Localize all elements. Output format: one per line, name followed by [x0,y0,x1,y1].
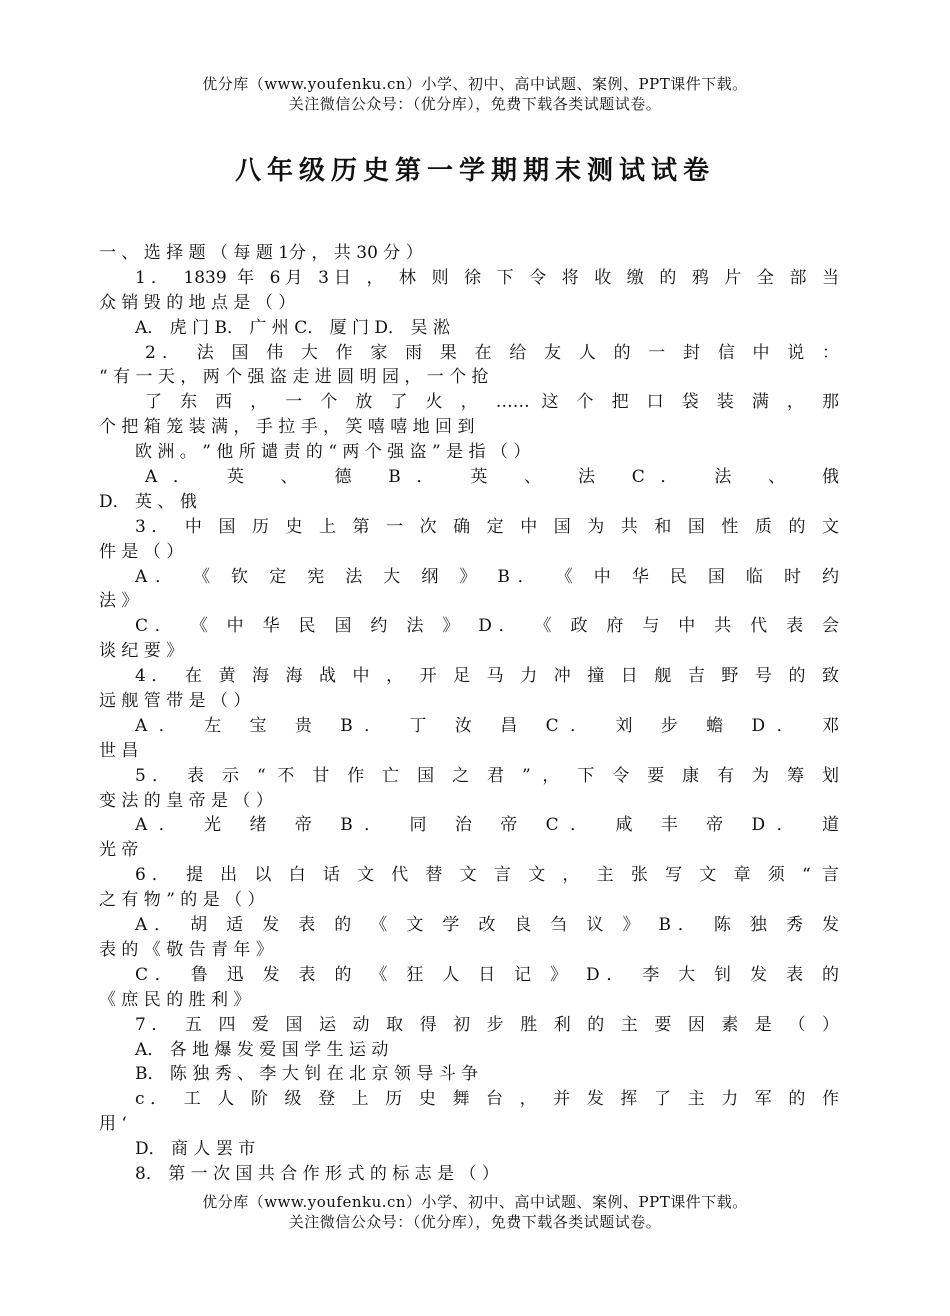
footer-line-2: 关注微信公众号：（优分库），免费下载各类试题试卷。 [288,1213,662,1231]
text-line: 2． 法 国 伟 大 作 家 雨 果 在 给 友 人 的 一 封 信 中 说 ： [145,342,839,363]
text-line: A． 虎 门 B． 广 州 C． 厦 门 D． 吴 淞 [135,317,450,338]
text-line: 3． 中 国 历 史 上 第 一 次 确 定 中 国 为 共 和 国 性 质 的 文 [135,516,839,537]
text-line: 8． 第 一 次 国 共 合 作 形 式 的 标 志 是 （ ） [135,1163,499,1184]
text-line: 一 、 选 择 题 （ 每 题 1分 ， 共 30 分 ） [99,243,423,263]
text-line: 件 是 （ ） [99,541,184,562]
text-line: A． 英 、 德 B． 英 、 法 C． 法 、 俄 [145,467,839,488]
text-line: c． 工 人 阶 级 登 上 历 史 舞 台 ， 并 发 挥 了 主 力 军 的 作 [135,1089,839,1110]
text-line: A． 光 绪 帝 B． 同 治 帝 C． 咸 丰 帝 D． 道 [135,815,839,836]
page-header [0,74,950,114]
text-line: A． 《 钦 定 宪 法 大 纲 》 B． 《 中 华 民 国 临 时 约 [135,566,839,587]
text-line: 之 有 物 ” 的 是 （ ） [99,890,265,911]
text-line: D． 英 、 俄 [99,491,197,512]
text-line: 4． 在 黄 海 海 战 中 ， 开 足 马 力 冲 撞 日 舰 吉 野 号 的 致 [135,666,839,687]
text-line: 6． 提 出 以 白 话 文 代 替 文 言 文 ， 主 张 写 文 章 须 “ 言 [135,865,839,886]
page-footer [0,1192,950,1232]
text-line: 远 舰 管 带 是 （ ） [99,691,251,712]
text-line: 光 帝 [99,840,139,861]
text-line: 世 昌 [99,740,139,761]
header-line-2: 关注微信公众号：（优分库），免费下载各类试题试卷。 [288,95,662,113]
text-line: 法 》 [99,591,139,612]
document-title: 八年级历史第一学期期末测试试卷 [234,156,715,186]
text-line: “ 有 一 天 ， 两 个 强 盗 走 进 圆 明 园 ， 一 个 抢 [99,367,489,388]
text-line: 《 庶 民 的 胜 利 》 [99,989,251,1010]
text-line: 变 法 的 皇 帝 是 （ ） [99,790,273,811]
text-line: A． 左 宝 贵 B． 丁 汝 昌 C． 刘 步 蟾 D． 邓 [135,715,839,736]
text-line: 众 销 毁 的 地 点 是 （ ） [99,292,296,313]
footer-line-1: 优分库（www.youfenku.cn）小学、初中、高中试题、案例、PPT课件下载。 [202,1193,748,1211]
text-line: 7． 五 四 爱 国 运 动 取 得 初 步 胜 利 的 主 要 因 素 是 （ ） [135,1014,839,1035]
text-line: 欧 洲 。 ” 他 所 谴 责 的 “ 两 个 强 盗 ” 是 指 （ ） [135,442,531,463]
text-line: A． 各 地 爆 发 爱 国 学 生 运 动 [135,1039,389,1060]
text-line: 谈 纪 要 》 [99,641,184,662]
text-line: B． 陈 独 秀 、 李 大 钊 在 北 京 领 导 斗 争 [135,1064,479,1085]
exam-content [99,241,839,1187]
text-line: 表 的 《 敬 告 青 年 》 [99,939,273,960]
text-line: 1． 1839 年 6月 3日 ， 林 则 徐 下 令 将 收 缴 的 鸦 片 全 部 当 [135,267,839,288]
text-line: 个 把 箱 笼 装 满 ， 手 拉 手 ， 笑 嘻 嘻 地 回 到 [99,417,475,438]
text-line: D． 商 人 罢 市 [135,1139,256,1160]
text-line: 用 ‘ [99,1114,127,1135]
text-line: C． 鲁 迅 发 表 的 《 狂 人 日 记 》 D． 李 大 钊 发 表 的 [135,964,839,985]
header-line-1: 优分库（www.youfenku.cn）小学、初中、高中试题、案例、PPT课件下载。 [202,75,748,93]
text-line: C． 《 中 华 民 国 约 法 》 D． 《 政 府 与 中 共 代 表 会 [135,616,839,637]
text-line: 5． 表 示 “ 不 甘 作 亡 国 之 君 ” ， 下 令 要 康 有 为 筹 划 [135,765,839,786]
text-line: A． 胡 适 发 表 的 《 文 学 改 良 刍 议 》 B． 陈 独 秀 发 [135,915,839,936]
text-line: 了 东 西 ， 一 个 放 了 火 ， …… 这 个 把 口 袋 装 满 ， 那 [145,392,839,413]
